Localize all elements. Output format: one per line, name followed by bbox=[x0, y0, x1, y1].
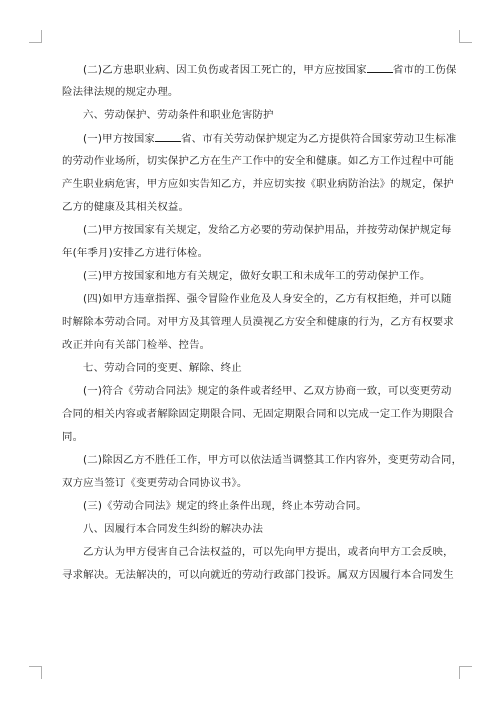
paragraph-line bbox=[62, 154, 454, 168]
line-text: 产生职业病危害，甲方应如实告知乙方，并应切实按《职业病防治法》的规定，保护 bbox=[62, 178, 454, 190]
paragraph-line bbox=[62, 430, 83, 444]
paragraph-line bbox=[62, 200, 189, 214]
paragraph-line bbox=[62, 177, 454, 191]
line-text: 时解除本劳动合同。对甲方及其管理人员漠视乙方安全和健康的行为，乙方有权要求 bbox=[62, 316, 454, 328]
section-heading bbox=[83, 522, 263, 536]
paragraph-line bbox=[83, 62, 456, 76]
paragraph-line bbox=[83, 499, 367, 513]
paragraph-line bbox=[83, 453, 462, 467]
paragraph-line bbox=[62, 407, 454, 421]
line-text: (一)符合《劳动合同法》规定的条件或者经甲、乙双方协商一致，可以变更劳动 bbox=[83, 385, 452, 397]
line-text: 的劳动作业场所，切实保护乙方在生产工作中的安全和健康。如乙方工作过程中可能 bbox=[62, 155, 454, 167]
line-text: 改正并向有关部门检举、控告。 bbox=[62, 339, 211, 351]
crop-mark-top-left bbox=[29, 30, 42, 43]
line-text: 双方应当签订《变更劳动合同协议书》。 bbox=[62, 477, 248, 489]
crop-mark-top-right bbox=[459, 30, 472, 43]
line-text: 同。 bbox=[62, 431, 84, 443]
line-text: 八、因履行本合同发生纠纷的解决办法 bbox=[83, 523, 264, 535]
crop-mark-bottom-right bbox=[459, 666, 472, 679]
paragraph-line bbox=[83, 223, 452, 237]
paragraph-line bbox=[62, 338, 210, 352]
paragraph-line bbox=[83, 545, 454, 559]
crop-mark-bottom-left bbox=[29, 666, 42, 679]
fill-in-blank bbox=[155, 131, 181, 142]
paragraph-line bbox=[83, 384, 452, 398]
section-heading bbox=[83, 361, 242, 375]
paragraph-line bbox=[62, 568, 454, 582]
paragraph-line bbox=[62, 85, 179, 99]
line-text: (二)甲方按国家有关规定，发给乙方必要的劳动保护用品，并按劳动保护规定每 bbox=[83, 224, 452, 236]
line-text: 六、劳动保护、劳动条件和职业危害防护 bbox=[83, 109, 274, 121]
line-text: 乙方认为甲方侵害自己合法权益的，可以先向甲方提出，或者向甲方工会反映， bbox=[83, 546, 454, 558]
line-text: (四)如甲方违章指挥、强令冒险作业危及人身安全的，乙方有权拒绝，并可以随 bbox=[83, 293, 452, 305]
line-text: 七、劳动合同的变更、解除、终止 bbox=[83, 362, 242, 374]
paragraph-line bbox=[62, 246, 208, 260]
line-text: 乙方的健康及其相关权益。 bbox=[62, 201, 190, 213]
section-heading bbox=[83, 108, 274, 122]
paragraph-line bbox=[62, 476, 247, 490]
paragraph-line bbox=[83, 292, 452, 306]
line-text-after-blank: 省市的工伤保 bbox=[392, 64, 457, 76]
paragraph-line bbox=[83, 131, 456, 145]
line-text: (二)除因乙方不胜任工作，甲方可以依法适当调整其工作内容外，变更劳动合同， bbox=[83, 454, 463, 466]
line-text: 寻求解决。无法解决的，可以向就近的劳动行政部门投诉。属双方因履行本合同发生 bbox=[62, 569, 454, 581]
fill-in-blank bbox=[367, 62, 393, 73]
line-text: 合同的相关内容或者解除固定期限合同、无固定期限合同和以完成一定工作为期限合 bbox=[62, 408, 454, 420]
line-text: (二)乙方患职业病、因工负伤或者因工死亡的，甲方应按国家 bbox=[83, 64, 367, 76]
paragraph-line bbox=[83, 269, 430, 283]
line-text: 年(年季月)安排乙方进行体检。 bbox=[62, 247, 209, 259]
paragraph-line bbox=[62, 315, 454, 329]
line-text-after-blank: 省、市有关劳动保护规定为乙方提供符合国家劳动卫生标准 bbox=[181, 133, 457, 145]
line-text: (三)《劳动合同法》规定的终止条件出现，终止本劳动合同。 bbox=[83, 500, 367, 512]
line-text: 险法律法规的规定办理。 bbox=[62, 86, 179, 98]
line-text: (三)甲方按国家和地方有关规定，做好女职工和未成年工的劳动保护工作。 bbox=[83, 270, 431, 282]
line-text: (一)甲方按国家 bbox=[83, 133, 156, 145]
